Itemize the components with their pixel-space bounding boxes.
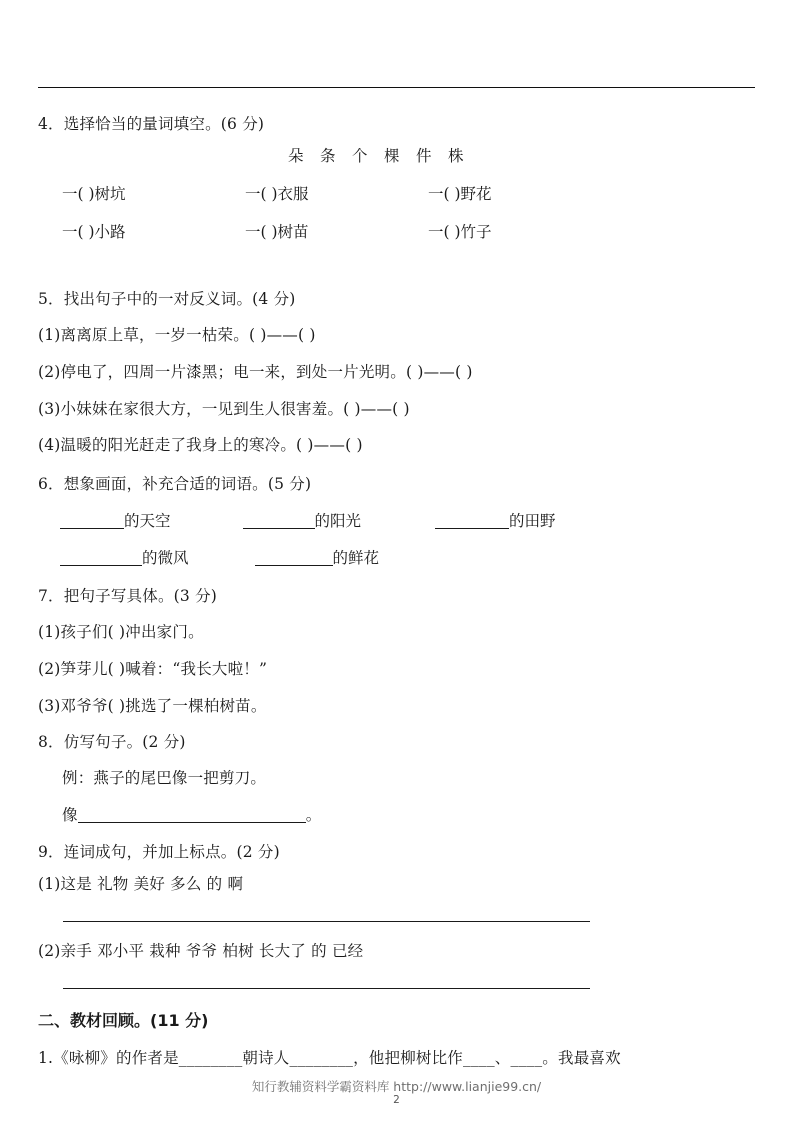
question-6-row [60, 547, 379, 569]
question-7-title: 把句子写具体。(3 分) [63, 587, 218, 605]
imagery-label: 的鲜花 [332, 549, 380, 567]
section-two-item-1[interactable]: 1.《咏柳》的作者是________朝诗人________，他把柳树比作____、____。我最喜欢 [38, 1049, 621, 1067]
question-5-item[interactable]: (3)小妹妹在家很大方，一见到生人很害羞。( )——( ) [38, 400, 410, 418]
imagery-blank-group[interactable] [255, 549, 380, 567]
question-4-title: 选择恰当的量词填空。(6 分) [63, 115, 265, 133]
imagery-blank-group[interactable] [60, 512, 171, 530]
question-9-heading [38, 841, 280, 863]
question-5-item[interactable]: (1)离离原上草，一岁一枯荣。( )——( ) [38, 326, 316, 344]
imagery-blank-group[interactable] [243, 512, 362, 530]
question-4-number: 4． [38, 115, 64, 133]
question-8-title: 仿写句子。(2 分) [63, 733, 186, 751]
write-in-blank[interactable] [243, 528, 315, 529]
imagery-label: 的天空 [124, 512, 171, 530]
write-in-blank[interactable] [255, 565, 333, 566]
word-bank-item: 条 [320, 147, 336, 165]
question-7-heading [38, 585, 217, 607]
imagery-label: 的田野 [509, 512, 556, 530]
question-4-word-bank [288, 145, 480, 167]
word-bank-item: 个 [352, 147, 368, 165]
measure-word-blank[interactable]: 一( )野花 [428, 185, 492, 203]
question-9-answer-line[interactable] [63, 988, 590, 989]
imagery-label: 的微风 [142, 549, 189, 567]
answer-prefix-label: 像 [62, 806, 78, 824]
write-in-blank[interactable] [78, 822, 306, 823]
header-divider [38, 87, 755, 88]
question-5-item[interactable]: (4)温暖的阳光赶走了我身上的寒冷。( )——( ) [38, 436, 363, 454]
word-bank-item: 株 [448, 147, 464, 165]
section-two-heading: 二、教材回顾。(11 分) [38, 1011, 209, 1030]
question-4-row [62, 183, 622, 205]
imagery-label: 的阳光 [314, 512, 362, 530]
question-9-number: 9． [38, 843, 64, 861]
write-in-blank[interactable] [60, 528, 124, 529]
question-6-row [60, 510, 556, 532]
question-6-title: 想象画面，补充合适的词语。(5 分) [63, 475, 312, 493]
question-9-answer-line[interactable] [63, 921, 590, 922]
question-5-item[interactable]: (2)停电了，四周一片漆黑；电一来，到处一片光明。( )——( ) [38, 363, 473, 381]
word-bank-item: 棵 [384, 147, 400, 165]
imagery-blank-group[interactable] [60, 549, 189, 567]
measure-word-blank[interactable]: 一( )竹子 [428, 223, 492, 241]
question-4-row [62, 221, 622, 243]
question-9-title: 连词成句，并加上标点。(2 分) [63, 843, 280, 861]
question-8-example: 例：燕子的尾巴像一把剪刀。 [62, 769, 267, 787]
answer-suffix-label: 。 [305, 806, 322, 824]
imagery-blank-group[interactable] [435, 512, 556, 530]
question-8-heading [38, 731, 186, 753]
measure-word-blank[interactable]: 一( )小路 [62, 223, 126, 241]
question-7-item[interactable]: (2)笋芽儿( )喊着：“我长大啦！” [38, 660, 268, 678]
word-bank-item: 件 [416, 147, 432, 165]
question-5-heading [38, 288, 296, 310]
question-7-number: 7． [38, 587, 64, 605]
question-6-heading [38, 473, 311, 495]
page-number: 2 [393, 1094, 400, 1106]
question-4-heading [38, 113, 264, 135]
question-5-number: 5． [38, 290, 64, 308]
question-6-number: 6． [38, 475, 64, 493]
question-8-number: 8． [38, 733, 64, 751]
question-8-answer-row[interactable] [62, 804, 321, 826]
measure-word-blank[interactable]: 一( )树坑 [62, 185, 126, 203]
question-9-item: (1)这是 礼物 美好 多么 的 啊 [38, 875, 244, 893]
footer-credit: 知行教辅资料学霸资料库 http://www.lianjie99.cn/ [251, 1079, 542, 1094]
measure-word-blank[interactable]: 一( )衣服 [245, 185, 309, 203]
question-9-item: (2)亲手 邓小平 栽种 爷爷 柏树 长大了 的 已经 [38, 942, 364, 960]
write-in-blank[interactable] [60, 565, 142, 566]
question-7-item[interactable]: (1)孩子们( )冲出家门。 [38, 623, 204, 641]
word-bank-item: 朵 [288, 147, 304, 165]
measure-word-blank[interactable]: 一( )树苗 [245, 223, 309, 241]
question-7-item[interactable]: (3)邓爷爷( )挑选了一棵柏树苗。 [38, 697, 267, 715]
question-5-title: 找出句子中的一对反义词。(4 分) [63, 290, 296, 308]
write-in-blank[interactable] [435, 528, 509, 529]
